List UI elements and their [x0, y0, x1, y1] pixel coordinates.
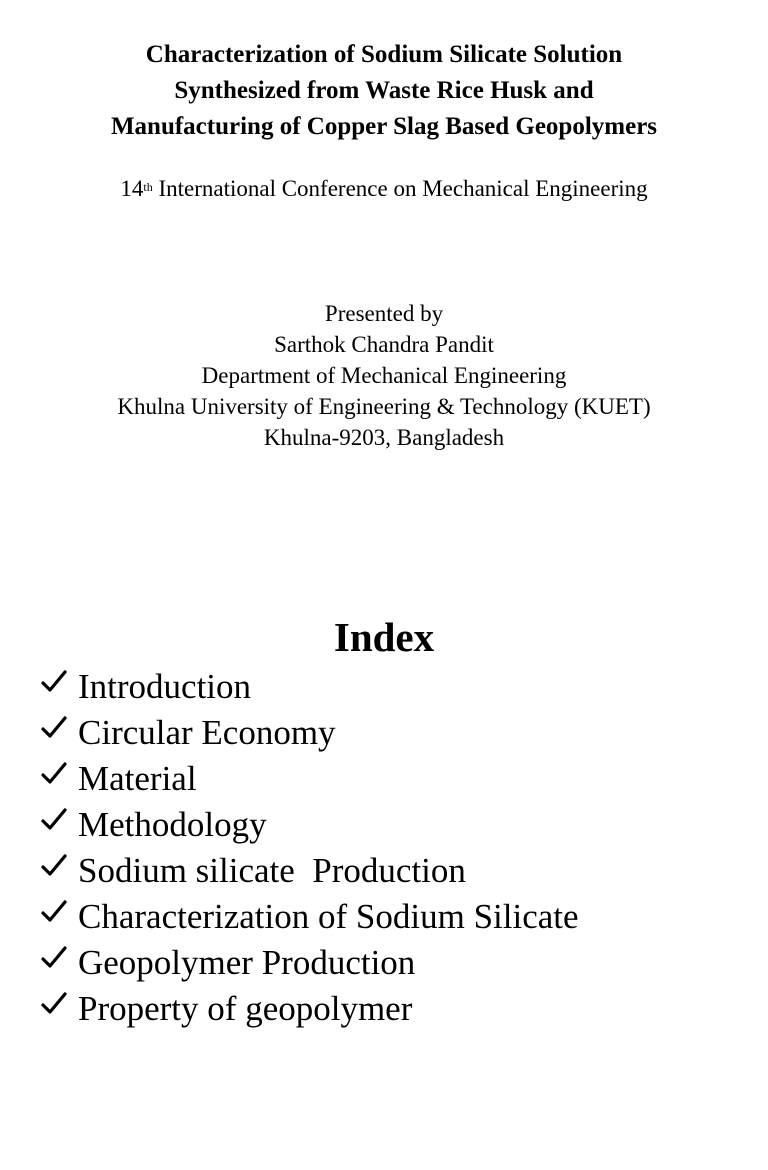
index-slide — [0, 600, 768, 1028]
checkmark-icon — [40, 714, 68, 742]
presenter-department: Department of Mechanical Engineering — [201, 363, 567, 388]
checkmark-icon — [40, 944, 68, 972]
index-list — [40, 664, 579, 1032]
checkmark-icon — [40, 806, 68, 834]
index-item — [40, 940, 416, 986]
title-slide — [0, 0, 768, 580]
index-heading: Index — [333, 614, 435, 660]
conference-ordinal-suffix: th — [143, 180, 153, 194]
index-item-label: Geopolymer Production — [78, 943, 416, 982]
checkmark-icon — [40, 898, 68, 926]
index-item-label: Sodium silicate Production — [78, 851, 466, 890]
conference-number: 14 — [120, 176, 144, 201]
index-item — [40, 802, 267, 848]
index-item — [40, 664, 252, 710]
index-item-label: Introduction — [78, 667, 252, 706]
index-item — [40, 894, 579, 940]
presenter-university: Khulna University of Engineering & Technology (KUET) — [117, 394, 651, 419]
conference-line — [20, 174, 748, 204]
title-line: Synthesized from Waste Rice Husk and — [174, 77, 594, 104]
presenter-name: Sarthok Chandra Pandit — [274, 332, 494, 357]
presenter-block — [20, 298, 748, 453]
checkmark-icon — [40, 760, 68, 788]
title-line: Manufacturing of Copper Slag Based Geopolymers — [110, 113, 658, 140]
presented-by-label: Presented by — [324, 301, 444, 326]
index-item — [40, 848, 466, 894]
index-item-label: Methodology — [78, 805, 267, 844]
index-item-label: Characterization of Sodium Silicate — [78, 897, 579, 936]
presentation-title — [20, 37, 748, 145]
checkmark-icon — [40, 852, 68, 880]
conference-name: International Conference on Mechanical Engineering — [152, 176, 648, 201]
index-item — [40, 756, 197, 802]
title-line: Characterization of Sodium Silicate Solution — [145, 41, 623, 68]
index-item-label: Property of geopolymer — [78, 989, 413, 1028]
checkmark-icon — [40, 990, 68, 1018]
index-item-label: Material — [78, 759, 197, 798]
presenter-address: Khulna-9203, Bangladesh — [263, 425, 505, 450]
index-item-label: Circular Economy — [78, 713, 336, 752]
index-item — [40, 986, 413, 1032]
index-item — [40, 710, 336, 756]
checkmark-icon — [40, 668, 68, 696]
